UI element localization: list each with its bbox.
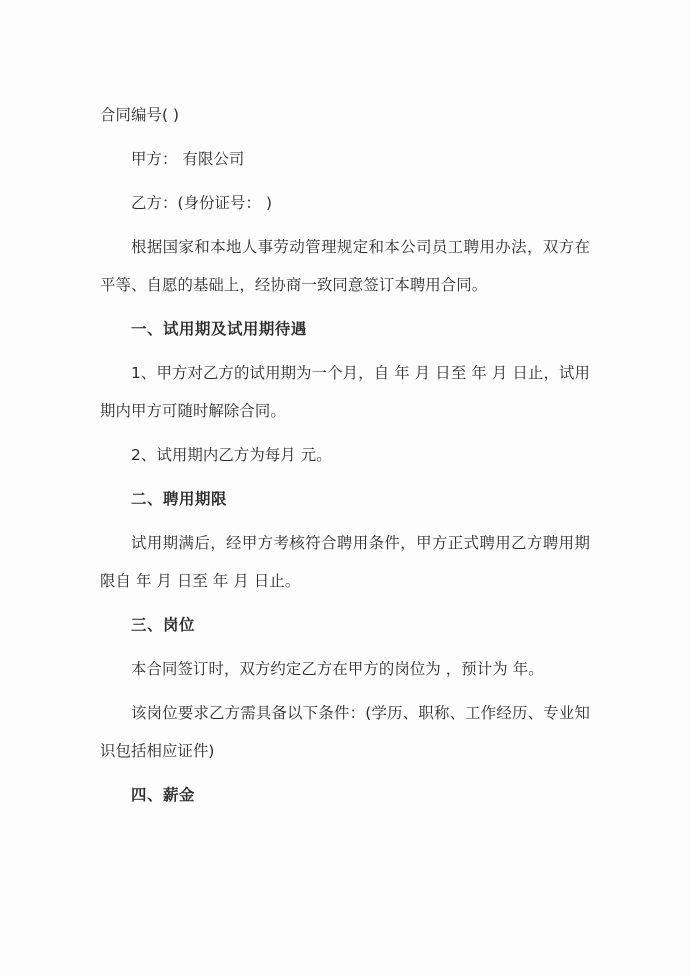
heading-section-four: 四、薪金 [131, 786, 195, 804]
clause-3-1: 本合同签订时，双方约定乙方在甲方的岗位为 ，预计为 年。 [131, 660, 544, 678]
contract-number-line: 合同编号( ) [100, 106, 180, 124]
clause-2-1: 试用期满后，经甲方考核符合聘用条件，甲方正式聘用乙方聘用期限自 年 月 日至 年 月 日止。 [100, 534, 590, 590]
preamble-paragraph: 根据国家和本地人事劳动管理规定和本公司员工聘用办法，双方在平等、自愿的基础上，经协商一致同意签订本聘用合同。 [100, 238, 590, 294]
heading-section-two: 二、聘用期限 [131, 490, 227, 508]
clause-3-2: 该岗位要求乙方需具备以下条件：(学历、职称、工作经历、专业知识包括相应证件) [100, 704, 590, 760]
clause-1-1: 1、甲方对乙方的试用期为一个月，自 年 月 日至 年 月 日止，试用期内甲方可随时解除合同。 [100, 364, 590, 420]
party-a-line: 甲方： 有限公司 [131, 150, 245, 168]
party-b-line: 乙方：(身份证号： ) [131, 194, 273, 212]
clause-1-2: 2、试用期内乙方为每月 元。 [131, 446, 332, 464]
heading-section-one: 一、试用期及试用期待遇 [131, 320, 307, 338]
heading-section-three: 三、岗位 [131, 616, 195, 634]
document-body [100, 96, 590, 814]
